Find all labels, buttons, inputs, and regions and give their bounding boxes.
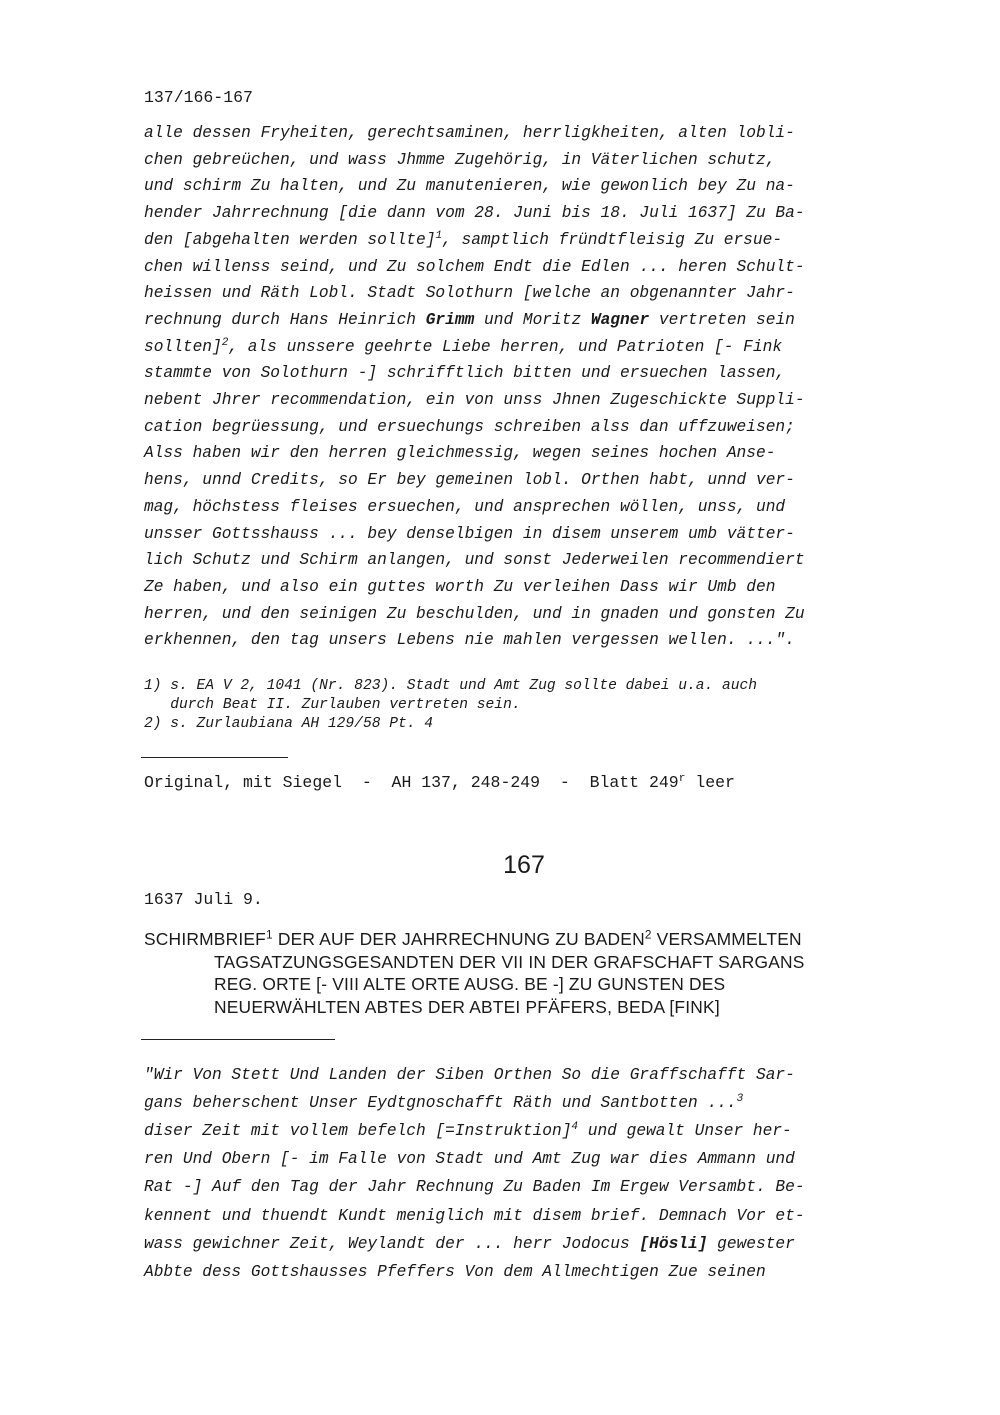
document-text-line [144,1094,743,1112]
title-line [214,974,725,995]
text-segment: erkhennen, den tag unsers Lebens nie mahlen vergessen wellen. ...". [144,631,795,650]
text-segment: heissen und Räth Lobl. Stadt Solothurn [welche an obgenannter Jahr- [144,284,795,303]
source-note-text: Original, mit Siegel - AH 137, 248-249 - Blatt 249 [144,773,679,792]
text-segment: stammte von Solothurn -] schrifftlich bitten und ersuechen lassen, [144,364,786,383]
text-segment: rechnung durch Hans Heinrich [144,310,426,329]
text-segment: alle dessen Fryheiten, gerechtsaminen, herrligkheiten, alten lobli- [144,124,795,142]
continuation-line [144,444,775,462]
continuation-line [144,631,795,649]
text-segment: wass gewichner Zeit, Weylandt der ... herr Jodocus [144,1234,640,1253]
text-segment: NEUERWÄHLTEN ABTES DER ABTEI PFÄFERS, BEDA [FINK] [214,996,720,1017]
text-segment: "Wir Von Stett Und Landen der Siben Orthen So die Graffschafft Sar- [144,1066,795,1084]
text-segment: und schirm Zu halten, und Zu manutenieren, wie gewonlich bey Zu na- [144,177,795,196]
continuation-line [144,605,805,623]
footnote-2: 2) s. Zurlaubiana AH 129/58 Pt. 4 [144,716,434,732]
continuation-line [144,177,795,195]
text-segment: diser Zeit mit vollem befelch [=Instruktion] [144,1122,572,1141]
source-note-tail: leer [685,773,735,792]
title-line [144,929,802,950]
continuation-line [144,364,785,382]
continuation-line [144,284,795,302]
document-text-line [144,1150,795,1168]
document-text-line [144,1263,766,1281]
text-segment: VERSAMMELTEN [651,929,802,949]
text-segment: TAGSATZUNGSGESANDTEN DER VII IN DER GRAFSCHAFT SARGANS [214,951,805,972]
footnote-1-continued: durch Beat II. Zurlauben vertreten sein. [144,697,521,713]
text-segment: Abbte dess Gottshausses Pfeffers Von dem Allmechtigen Zue seinen [144,1262,766,1281]
footnote-marker: 3 [736,1093,744,1106]
document-text-line [144,1122,792,1140]
title-separator-rule [141,1039,335,1040]
text-segment: lich Schutz und Schirm anlangen, und sonst Jederweilen recommendiert [144,551,805,570]
text-segment: vertreten sein [649,310,795,329]
continuation-line [144,124,795,142]
text-segment: SCHIRMBRIEF [144,929,267,949]
text-segment: cation begrüessung, und ersuechungs schreiben alss dan uffzuweisen; [144,417,795,436]
continuation-line [144,498,785,516]
continuation-line [144,471,795,489]
text-segment: und gewalt Unser her- [578,1122,792,1141]
text-segment: , als unssere geehrte Liebe herren, und Patrioten [- Fink [228,337,783,356]
text-segment: den [abgehalten werden sollte] [144,230,436,249]
text-segment: gewester [707,1234,795,1253]
footnote-marker: 2 [221,336,229,349]
text-segment: kennent und thuendt Kundt meniglich mit disem brief. Demnach Vor et- [144,1206,805,1225]
continuation-line [144,311,795,329]
continuation-line [144,338,782,356]
source-note-superscript: r [678,772,686,785]
text-segment: nebent Jhrer recommendation, ein von unss Jhnen Zugeschickte Suppli- [144,391,805,409]
emphasized-name: [Hösli] [639,1234,708,1253]
continuation-line [144,151,775,169]
text-segment: REG. ORTE [- VIII ALTE ORTE AUSG. BE -] ZU GUNSTEN DES [214,974,726,995]
footnote-1: 1) s. EA V 2, 1041 (Nr. 823). Stadt und Amt Zug sollte dabei u.a. auch [144,678,758,694]
document-number: 167 [503,851,545,879]
text-segment: herren, und den seinigen Zu beschulden, und in gnaden und gonsten Zu [144,604,805,623]
text-segment: und Moritz [474,310,591,329]
title-line [214,952,805,973]
emphasized-name: Wagner [590,310,650,329]
text-segment: hens, unnd Credits, so Er bey gemeinen lobl. Orthen habt, unnd ver- [144,471,795,490]
continuation-line [144,551,805,569]
text-segment: mag, höchstess fleises ersuechen, und ansprechen wöllen, unss, und [144,497,786,516]
continuation-line [144,418,795,436]
text-segment: DER AUF DER JAHRRECHNUNG ZU BADEN [272,929,645,949]
continuation-line [144,578,775,596]
footnote-marker: 1 [266,927,273,942]
source-note [144,773,735,792]
document-text-line [144,1178,805,1196]
page-reference: 137/166-167 [144,88,253,107]
text-segment: Ze haben, und also ein guttes worth Zu verleihen Dass wir Umb den [144,577,776,596]
footnote-marker: 1 [435,229,443,242]
continuation-line [144,391,805,409]
document-text-line [144,1235,795,1253]
emphasized-name: Grimm [425,310,475,329]
document-text-line [144,1066,795,1084]
text-segment: chen gebreüchen, und wass Jhmme Zugehörig, in Väterlichen schutz, [144,150,776,169]
document-text-line [144,1207,805,1225]
text-segment: sollten] [144,337,222,356]
continuation-line [144,204,805,222]
continuation-line [144,258,805,276]
text-segment: unsser Gottsshauss ... bey denselbigen in disem unserem umb vätter- [144,524,795,543]
footnote-separator-rule [141,757,288,758]
continuation-line [144,525,795,543]
continuation-line [144,231,782,249]
text-segment: gans beherschent Unser Eydtgnoschafft Räth und Santbotten ... [144,1094,737,1113]
text-segment: ren Und Obern [- im Falle von Stadt und Amt Zug war dies Ammann und [144,1150,795,1169]
document-date: 1637 Juli 9. [144,890,263,909]
title-line [214,997,720,1018]
text-segment: chen willenss seind, und Zu solchem Endt die Edlen ... heren Schult- [144,257,805,276]
footnote-marker: 2 [644,927,652,942]
text-segment: , samptlich fründtfleisig Zu ersue- [442,230,783,249]
text-segment: Rat -] Auf den Tag der Jahr Rechnung Zu Baden Im Ergew Versambt. Be- [144,1178,805,1197]
footnote-marker: 4 [571,1121,579,1134]
text-segment: hender Jahrrechnung [die dann vom 28. Juni bis 18. Juli 1637] Zu Ba- [144,204,805,223]
text-segment: Alss haben wir den herren gleichmessig, wegen seines hochen Anse- [144,444,776,463]
